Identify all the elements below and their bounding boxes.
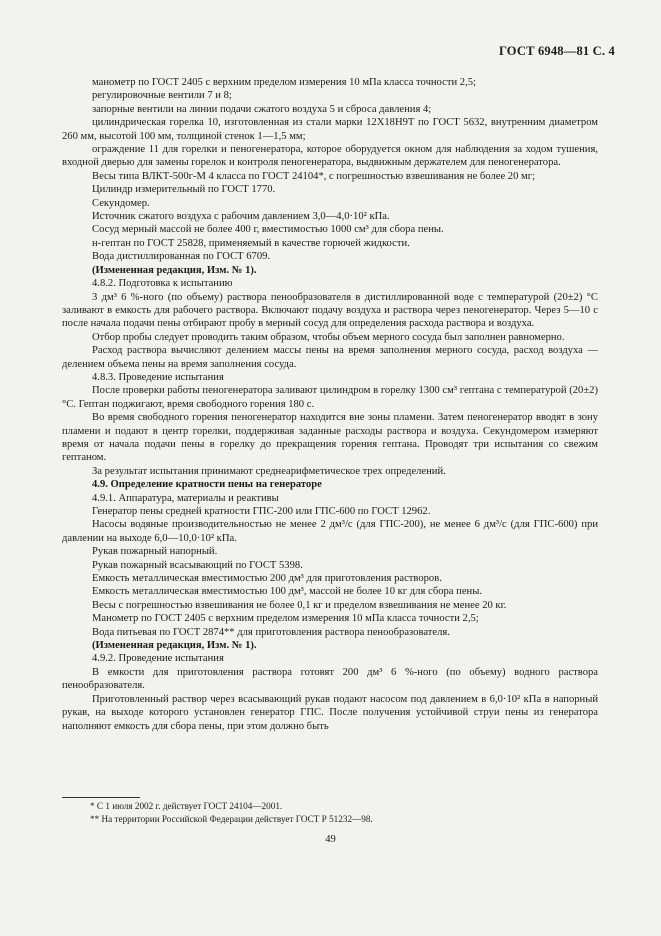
paragraph: (Измененная редакция, Изм. № 1). [92,640,257,652]
footnotes [62,800,598,825]
page-header: ГОСТ 6948—81 С. 4 [498,44,615,58]
paragraph: (Измененная редакция, Изм. № 1). [92,264,257,276]
paragraph: 4.9.1. Аппаратура, материалы и реактивы [92,492,279,504]
paragraph: 4.8.3. Проведение испытания [92,371,224,383]
footnote-divider [62,797,140,798]
paragraph: Секундомер. [92,197,150,209]
paragraph: Весы с погрешностью взвешивания не более 0,1 кг и пределом взвешивания не менее 20 кг. [92,599,507,611]
paragraph: Отбор пробы следует проводить таким образом, чтобы объем мерного сосуда был заполнен равномерно. [92,331,565,343]
paragraph: регулировочные вентили 7 и 8; [92,90,232,102]
page-number: 49 [325,834,336,845]
paragraph: Вода питьевая по ГОСТ 2874** для приготовления раствора пенообразователя. [92,626,450,638]
paragraph: Емкость металлическая вместимостью 100 дм³, массой не более 10 кг для сбора пены. [92,586,482,598]
paragraph: цилиндрическая горелка 10, изготовленная из стали марки 12Х18Н9Т по ГОСТ 5632, внутренним диаметром 260 мм, высотой 100 мм, толщиной стенок 1—1,5 мм; [62,117,598,142]
paragraph: Вода дистиллированная по ГОСТ 6709. [92,251,271,263]
paragraph: Весы типа ВЛКТ-500г-М 4 класса по ГОСТ 24104*, с погрешностью взвешивания не более 20 мг; [92,170,536,182]
paragraph: Рукав пожарный всасывающий по ГОСТ 5398. [92,559,303,571]
paragraph: Источник сжатого воздуха с рабочим давлением 3,0—4,0·10² кПа. [92,211,390,223]
paragraph: Манометр по ГОСТ 2405 с верхним пределом измерения 10 мПа класса точности 2,5; [92,613,479,625]
paragraph: 4.9.2. Проведение испытания [92,653,224,665]
footnote: * С 1 июля 2002 г. действует ГОСТ 24104—2001. [90,801,283,811]
paragraph: 4.9. Определение кратности пены на генераторе [92,479,322,491]
paragraph: Приготовленный раствор через всасывающий рукав подают насосом под давлением в 6,0·10² кПа в напорный рукав, на выходе которого установлен генератор ГПС. После получения устойчивой струи пены из генератора наполняют емкость для сбора пены, при этом должно быть [62,693,598,732]
paragraph: запорные вентили на линии подачи сжатого воздуха 5 и сброса давления 4; [92,103,432,115]
paragraph: Расход раствора вычисляют делением массы пены на время заполнения мерного сосуда, расход воздуха — делением объема пены на время заполнения сосуда. [62,345,598,370]
paragraph: ограждение 11 для горелки и пеногенератора, которое оборудуется окном для наблюдения за ходом тушения, входной дверью для замены горелок и контроля пеногенератора, выдвижным держателем для пеногенератора. [62,144,598,169]
paragraph: Во время свободного горения пеногенератор находится вне зоны пламени. Затем пеногенератор вводят в зону пламени и подают в центр горелки, поддерживая заданные расходы раствора и воздуха. Секундомером измеряют время от начала подачи пены в горелку до прекращения горения гептана. Проводят три испытания со свежим гептаном. [62,412,598,464]
paragraph: 4.8.2. Подготовка к испытанию [92,278,233,290]
paragraph: Сосуд мерный массой не более 400 г, вместимостью 1000 см³ для сбора пены. [92,224,444,236]
paragraph: 3 дм³ 6 %-ного (по объему) раствора пенообразователя в дистиллированной воде с температурой (20±2) °С заливают в емкость для рабочего раствора. Включают подачу воздуха и раствора через пеногенератор. Через 5—10 с после начала подачи пены отбирают пробу в мерный сосуд для определения расхода раствора и воздуха. [62,291,598,330]
paragraph: манометр по ГОСТ 2405 с верхним пределом измерения 10 мПа класса точности 2,5; [92,77,476,88]
footnote: ** На территории Российской Федерации действует ГОСТ Р 51232—98. [90,813,373,824]
paragraph: За результат испытания принимают среднеарифметическое трех определений. [92,465,446,477]
paragraph: Емкость металлическая вместимостью 200 дм³ для приготовления растворов. [92,573,442,585]
paragraph: Рукав пожарный напорный. [92,546,218,558]
paragraph: н-гептан по ГОСТ 25828, применяемый в качестве горючей жидкости. [92,237,410,249]
paragraph: Насосы водяные производительностью не менее 2 дм³/с (для ГПС-200), не менее 6 дм³/с (для ГПС-600) при давлении на выходе 6,0—10,0·10² кПа. [62,519,598,544]
paragraph: После проверки работы пеногенератора заливают цилиндром в горелку 1300 см³ гептана с температурой (20±2) °С. Гептан поджигают, время свободного горения 180 с. [62,385,598,410]
paragraph: В емкости для приготовления раствора готовят 200 дм³ 6 %-ного (по объему) водного раствора пенообразователя. [62,666,598,692]
body-text [62,76,598,733]
paragraph: Генератор пены средней кратности ГПС-200 или ГПС-600 по ГОСТ 12962. [92,506,431,517]
paragraph: Цилиндр измерительный по ГОСТ 1770. [92,184,276,196]
